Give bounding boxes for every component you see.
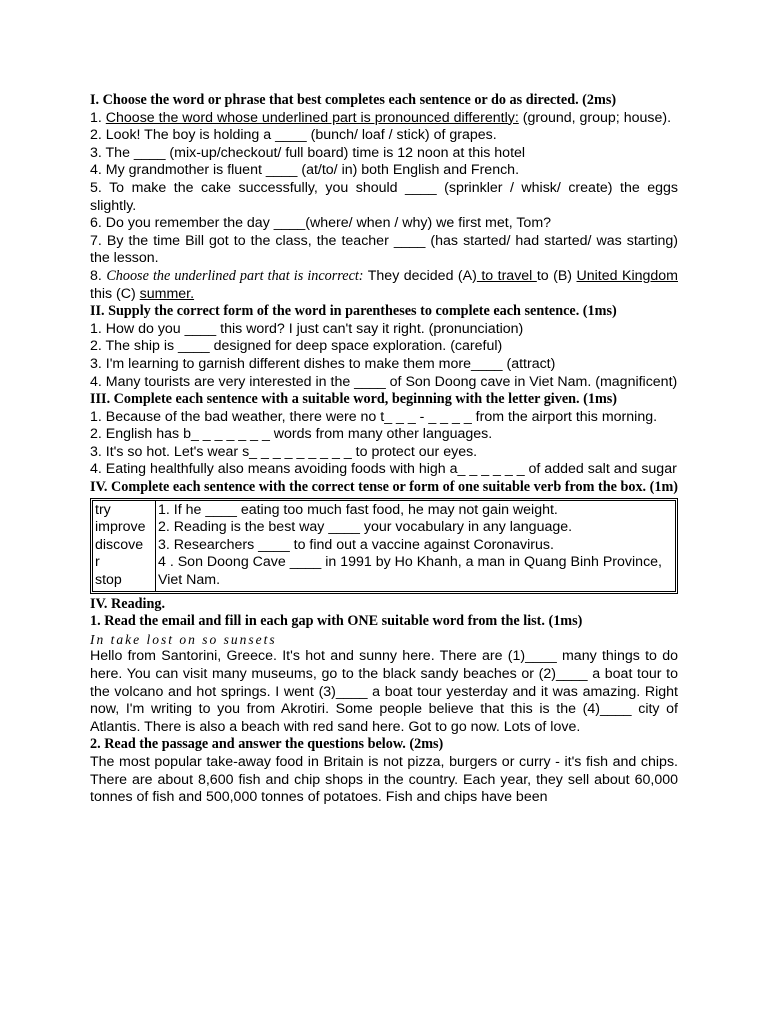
- s1-question-4: 4. My grandmother is fluent ____ (at/to/ in) both English and French.: [90, 162, 520, 179]
- s1-question-3: 3. The ____ (mix-up/checkout/ full board) time is 12 noon at this hotel: [90, 144, 526, 161]
- box-sentence-4: 4 . Son Doong Cave ____ in 1991 by Ho Khanh, a man in Quang Binh Province, Viet Nam.: [158, 554, 662, 589]
- s3-question-3: 3. It's so hot. Let's wear s_ _ _ _ _ _ _ _ _ to protect our eyes.: [90, 443, 478, 460]
- s2-question-3: 3. I'm learning to garnish different dishes to make them more____ (attract): [90, 355, 556, 372]
- passage-text: The most popular take-away food in Britain is not pizza, burgers or curry - it's fish and chips. There are about 8,600 fish and chip shops in the country. Each year, they sell about 60,000 tonnes of fish and 500,000 tonnes of potatoes. Fish and chips have been: [90, 753, 678, 806]
- verb-item: discove: [95, 536, 144, 553]
- s1-question-2: 2. Look! The boy is holding a ____ (bunch/ loaf / stick) of grapes.: [90, 127, 497, 144]
- s1-q1-instruction: Choose the word whose underlined part is pronounced differently:: [105, 109, 519, 126]
- s1-q8-part-a-label: They decided (A): [363, 267, 477, 284]
- email-text: Hello from Santorini, Greece. It's hot and sunny here. There are (1)____ many things to do here. You can visit many museums, go to the black sandy beaches or (2)____ a boat tour to the volcano and hot springs. I went (3)____ a boat tour yesterday and it was amazing. Right now, I'm writing to you from Akrotiri. Some people believe that this is the (4)____ city of Atlantis. There is also a beach with red sand here. Got to go now. Lots of love.: [90, 648, 678, 735]
- s1-q8-number: 8.: [90, 267, 107, 284]
- verb-item: r: [95, 554, 100, 571]
- s1-q8-part-b-label: to (B): [536, 267, 577, 284]
- s1-question-1: [90, 110, 678, 128]
- s1-q8-part-a: to travel: [476, 267, 537, 284]
- reading-part-1-heading: 1. Read the email and fill in each gap with ONE suitable word from the list. (1ms): [90, 613, 583, 630]
- verb-item: try: [95, 501, 111, 518]
- s2-question-4: 4. Many tourists are very interested in the ____ of Son Doong cave in Viet Nam. (magnificent): [90, 373, 678, 390]
- section-2-heading: II. Supply the correct form of the word in parentheses to complete each sentence. (1ms): [90, 303, 617, 320]
- section-1-heading: I. Choose the word or phrase that best completes each sentence or do as directed. (2ms): [90, 92, 617, 108]
- sentence-list-cell: [156, 501, 675, 591]
- s1-q8-instruction: Choose the underlined part that is incorrect:: [106, 267, 364, 284]
- s1-q8-part-b: United Kingdom: [576, 267, 678, 284]
- worksheet-page: [90, 92, 678, 807]
- verb-item: improve: [95, 519, 146, 536]
- s2-question-1: 1. How do you ____ this word? I just can't say it right. (pronunciation): [90, 320, 524, 337]
- s1-question-8: [90, 268, 678, 303]
- section-4-heading: IV. Complete each sentence with the correct tense or form of one suitable verb from the box. (1m): [90, 479, 678, 496]
- s1-q8-part-c-label: this (C): [90, 285, 140, 302]
- s3-question-1: 1. Because of the bad weather, there were no t_ _ _ - _ _ _ _ from the airport this morning.: [90, 408, 658, 425]
- word-list: In take lost on so sunsets: [90, 631, 277, 647]
- section-5-heading: IV. Reading.: [90, 595, 166, 612]
- verb-item: stop: [95, 572, 122, 589]
- section-3-heading: III. Complete each sentence with a suitable word, beginning with the letter given. (1ms): [90, 391, 618, 408]
- s1-q1-options: (ground, group; house).: [518, 109, 672, 126]
- box-sentence-3: 3. Researchers ____ to find out a vaccine against Coronavirus.: [158, 536, 554, 553]
- s1-q1-number: 1.: [90, 109, 106, 126]
- s1-question-7: 7. By the time Bill got to the class, the teacher ____ (has started/ had started/ was starting) the lesson.: [90, 232, 678, 267]
- box-sentence-2: 2. Reading is the best way ____ your vocabulary in any language.: [158, 519, 573, 536]
- s3-question-2: 2. English has b_ _ _ _ _ _ _ words from many other languages.: [90, 426, 493, 443]
- reading-part-2-heading: 2. Read the passage and answer the questions below. (2ms): [90, 736, 444, 753]
- s1-q8-part-c: summer.: [139, 285, 195, 302]
- verb-box-table: [90, 498, 678, 594]
- verb-list-cell: [93, 501, 156, 591]
- s2-question-2: 2. The ship is ____ designed for deep space exploration. (careful): [90, 338, 503, 355]
- s1-question-6: 6. Do you remember the day ____(where/ when / why) we first met, Tom?: [90, 215, 552, 232]
- box-sentence-1: 1. If he ____ eating too much fast food, he may not gain weight.: [158, 501, 558, 518]
- s1-question-5: 5. To make the cake successfully, you should ____ (sprinkler / whisk/ create) the eggs slightly.: [90, 179, 678, 214]
- s3-question-4: 4. Eating healthfully also means avoiding foods with high a_ _ _ _ _ _ of added salt and sugar: [90, 461, 677, 478]
